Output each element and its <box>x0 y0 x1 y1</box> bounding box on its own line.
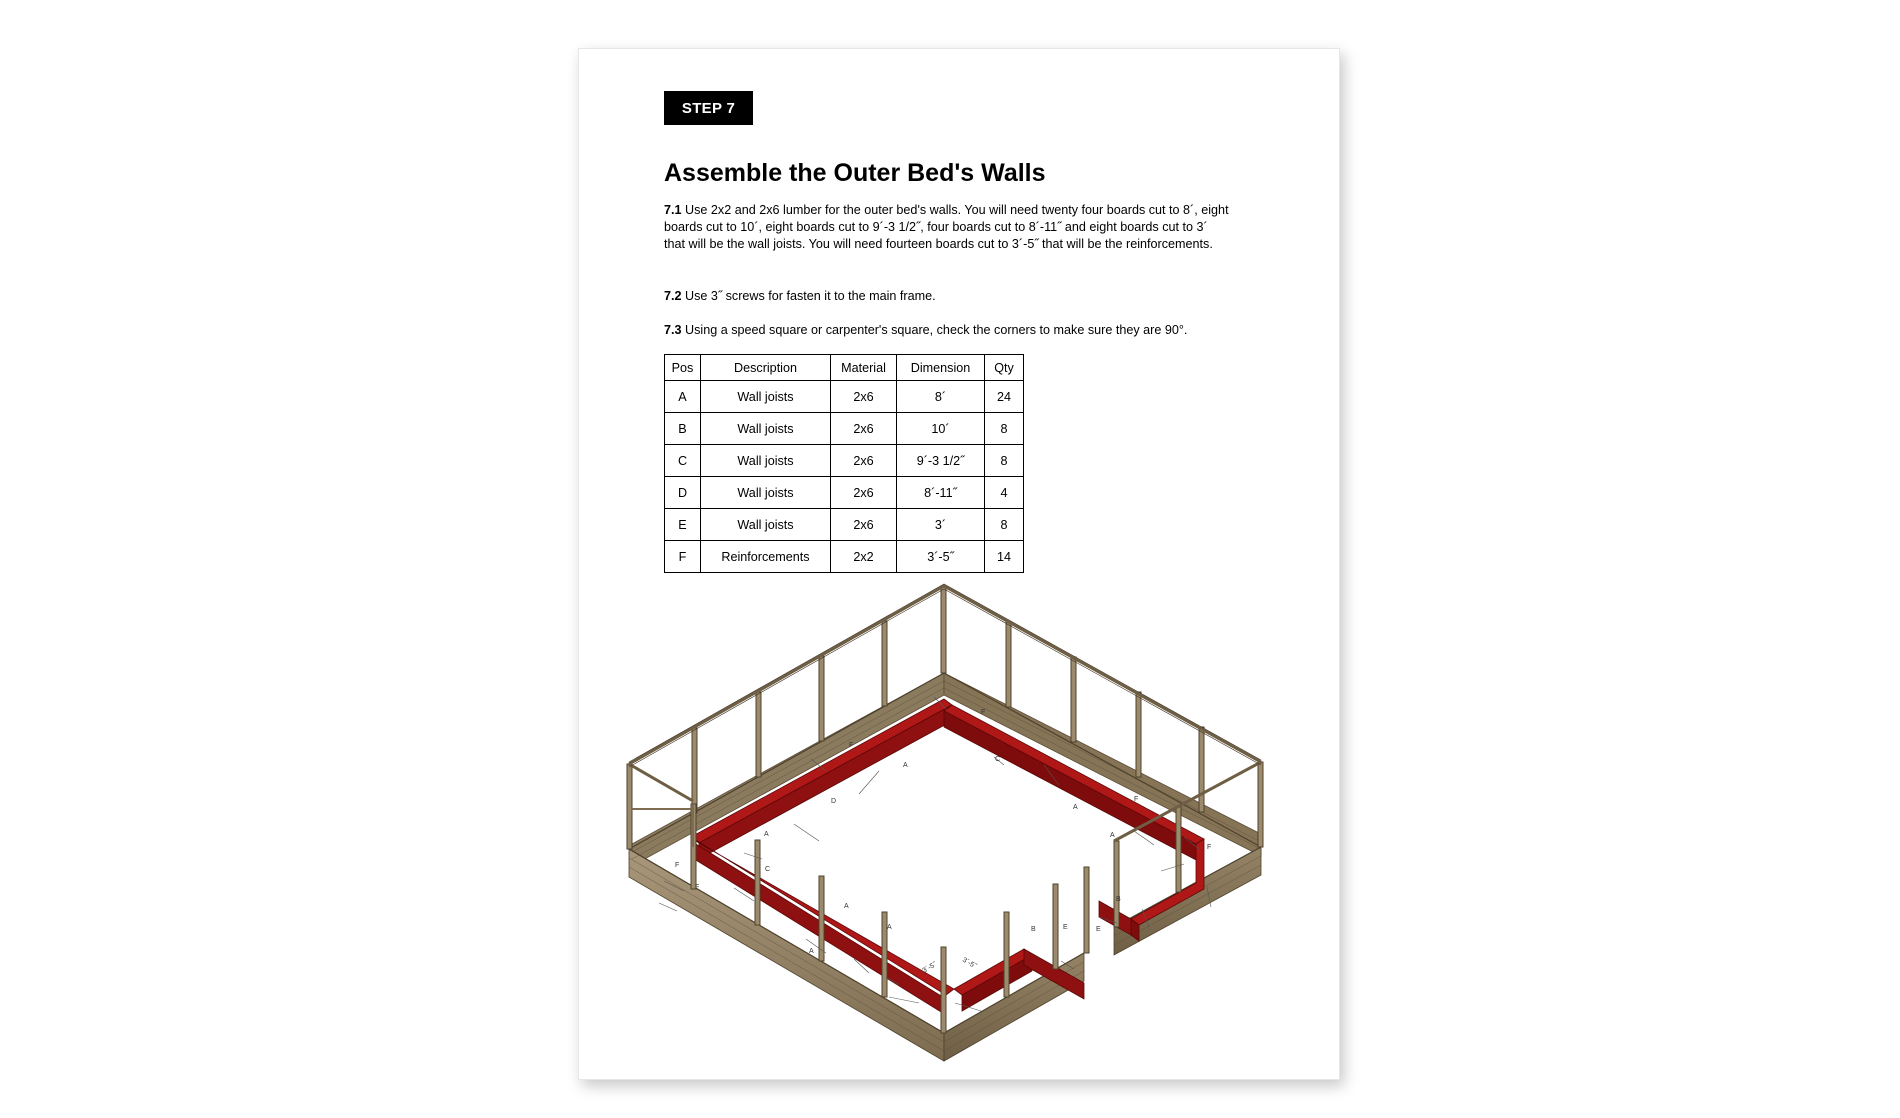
instruction-text: Using a speed square or carpenter's square, check the corners to make sure they are 90°. <box>681 323 1188 337</box>
label-a: A <box>844 903 849 910</box>
cell-material: 2x2 <box>831 541 897 573</box>
cell-dimension: 8´ <box>897 381 985 413</box>
step-badge: STEP 7 <box>664 91 753 125</box>
instruction-number: 7.1 <box>664 203 682 217</box>
header-dimension: Dimension <box>897 355 985 381</box>
cell-material: 2x6 <box>831 445 897 477</box>
highlighted-inner-boards <box>691 699 1204 1015</box>
label-a: A <box>1110 832 1115 839</box>
label-b: B <box>1031 926 1036 933</box>
label-f: F <box>1207 844 1212 851</box>
cell-material: 2x6 <box>831 413 897 445</box>
label-a: A <box>1073 804 1078 811</box>
cell-qty: 24 <box>985 381 1024 413</box>
label-dim: 3´-5˝ <box>921 961 938 975</box>
cell-pos: F <box>665 541 701 573</box>
cell-description: Wall joists <box>701 445 831 477</box>
cell-material: 2x6 <box>831 477 897 509</box>
cell-qty: 14 <box>985 541 1024 573</box>
label-a: A <box>887 924 892 931</box>
cell-material: 2x6 <box>831 509 897 541</box>
cell-description: Wall joists <box>701 413 831 445</box>
instruction-page <box>578 48 1340 1080</box>
bed-assembly-diagram <box>579 49 1339 1079</box>
cell-dimension: 3´ <box>897 509 985 541</box>
cell-dimension: 10´ <box>897 413 985 445</box>
cell-description: Wall joists <box>701 509 831 541</box>
label-a: A <box>764 831 769 838</box>
instruction-number: 7.2 <box>664 289 682 303</box>
cell-qty: 4 <box>985 477 1024 509</box>
label-c: C <box>995 756 1001 763</box>
cell-pos: A <box>665 381 701 413</box>
cell-dimension: 3´-5˝ <box>897 541 985 573</box>
instruction-text: Use 3˝ screws for fasten it to the main frame. <box>681 289 936 303</box>
cell-material: 2x6 <box>831 381 897 413</box>
label-f: F <box>1134 796 1139 803</box>
label-f: F <box>695 884 700 891</box>
label-dim: 3´-5˝ <box>961 956 978 971</box>
label-e: E <box>1063 924 1068 931</box>
instruction-number: 7.3 <box>664 323 682 337</box>
cell-dimension: 9´-3 1/2˝ <box>897 445 985 477</box>
label-c: C <box>765 866 771 873</box>
label-f: F <box>675 862 680 869</box>
cell-pos: D <box>665 477 701 509</box>
cell-description: Wall joists <box>701 477 831 509</box>
label-b: B <box>1116 896 1121 903</box>
header-qty: Qty <box>985 355 1024 381</box>
cell-pos: C <box>665 445 701 477</box>
cell-pos: E <box>665 509 701 541</box>
cell-qty: 8 <box>985 445 1024 477</box>
label-a: A <box>809 948 814 955</box>
label-a: A <box>903 762 908 769</box>
label-f: F <box>981 709 986 716</box>
header-description: Description <box>701 355 831 381</box>
cell-qty: 8 <box>985 413 1024 445</box>
cell-dimension: 8´-11˝ <box>897 477 985 509</box>
header-material: Material <box>831 355 897 381</box>
cell-pos: B <box>665 413 701 445</box>
cell-description: Reinforcements <box>701 541 831 573</box>
cell-description: Wall joists <box>701 381 831 413</box>
label-e: E <box>1096 926 1101 933</box>
label-f: F <box>849 742 854 749</box>
label-d: D <box>831 798 837 805</box>
page-title: Assemble the Outer Bed's Walls <box>664 159 1046 187</box>
header-pos: Pos <box>665 355 701 381</box>
instruction-text: Use 2x2 and 2x6 lumber for the outer bed's walls. You will need twenty four boards cut to 8´, eight boards cut to 10´, eight boards cut to 9´-3 1/2˝, four boards cut to 8´-11˝ and eight boards cut to 3´ that will be the wall joists. You will need fourteen boards cut to 3´-5˝ that will be the reinforcements. <box>664 203 1229 251</box>
cell-qty: 8 <box>985 509 1024 541</box>
